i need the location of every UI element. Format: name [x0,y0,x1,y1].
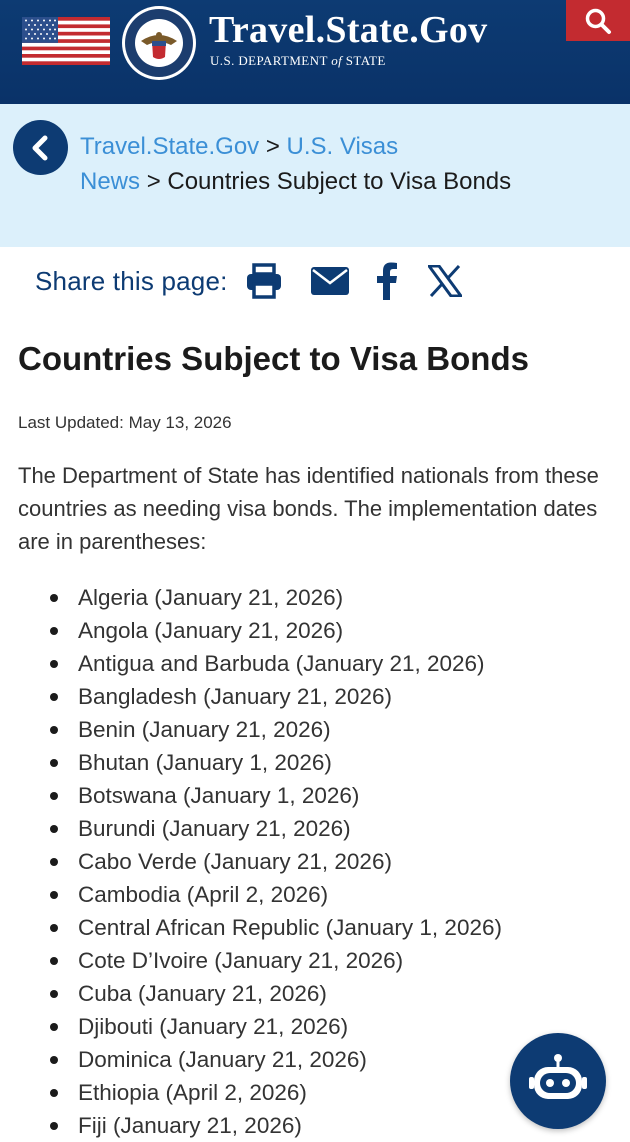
bullet-icon [50,594,58,602]
search-button[interactable] [566,0,630,41]
list-item: Cabo Verde (January 21, 2026) [0,845,630,878]
list-item: Cambodia (April 2, 2026) [0,878,630,911]
list-item: Fiji (January 21, 2026) [0,1109,630,1142]
bullet-icon [50,792,58,800]
bullet-icon [50,891,58,899]
list-item: Burundi (January 21, 2026) [0,812,630,845]
list-item: Benin (January 21, 2026) [0,713,630,746]
breadcrumb-link-home[interactable]: Travel.State.Gov [80,133,260,160]
list-item: Djibouti (January 21, 2026) [0,1010,630,1043]
bullet-icon [50,726,58,734]
list-item: Ethiopia (April 2, 2026) [0,1076,630,1109]
site-title[interactable]: Travel.State.Gov [209,9,488,51]
breadcrumb-link-news[interactable]: News [80,168,141,195]
facebook-icon [375,262,399,300]
bullet-icon [50,1089,58,1097]
list-item: Bhutan (January 1, 2026) [0,746,630,779]
chatbot-button[interactable] [510,1033,606,1129]
x-icon [428,265,462,297]
bullet-icon [50,1122,58,1130]
email-button[interactable] [311,262,349,300]
bullet-icon [50,858,58,866]
breadcrumb-separator: > [265,133,280,160]
search-icon [584,7,612,35]
list-item: Cote D’Ivoire (January 21, 2026) [0,944,630,977]
chevron-left-icon [26,133,56,163]
share-label: Share this page: [35,266,228,296]
breadcrumb [80,133,398,161]
facebook-button[interactable] [375,262,399,300]
list-item: Central African Republic (January 1, 2026) [0,911,630,944]
page-title: Countries Subject to Visa Bonds [18,340,529,377]
bullet-icon [50,957,58,965]
us-flag-icon [22,17,110,65]
bullet-icon [50,759,58,767]
breadcrumb-link-visas[interactable]: U.S. Visas [286,133,399,160]
print-icon [245,263,283,299]
back-button[interactable] [13,120,68,175]
site-header [0,0,630,104]
list-item: Bangladesh (January 21, 2026) [0,680,630,713]
print-button[interactable] [245,262,283,300]
chatbot-icon [528,1053,588,1109]
breadcrumb-line-2 [80,168,511,196]
breadcrumb-separator: > [146,168,161,195]
list-item: Antigua and Barbuda (January 21, 2026) [0,647,630,680]
list-item: Angola (January 21, 2026) [0,614,630,647]
breadcrumb-current: Countries Subject to Visa Bonds [167,168,512,195]
list-item: Dominica (January 21, 2026) [0,1043,630,1076]
bullet-icon [50,1056,58,1064]
intro-paragraph: The Department of State has identified nationals from these countries as needing visa bonds. The implementation dates are in parentheses: [18,463,599,554]
department-seal-icon [121,5,197,81]
email-icon [311,267,349,295]
list-item: Algeria (January 21, 2026) [0,581,630,614]
list-item: Botswana (January 1, 2026) [0,779,630,812]
bullet-icon [50,1023,58,1031]
bullet-icon [50,693,58,701]
bullet-icon [50,924,58,932]
bullet-icon [50,825,58,833]
bullet-icon [50,990,58,998]
site-subtitle: U.S. DEPARTMENT of STATE [210,53,386,68]
bullet-icon [50,660,58,668]
last-updated: Last Updated: May 13, 2026 [18,413,232,432]
bullet-icon [50,627,58,635]
list-item: Cuba (January 21, 2026) [0,977,630,1010]
x-share-button[interactable] [428,262,462,300]
